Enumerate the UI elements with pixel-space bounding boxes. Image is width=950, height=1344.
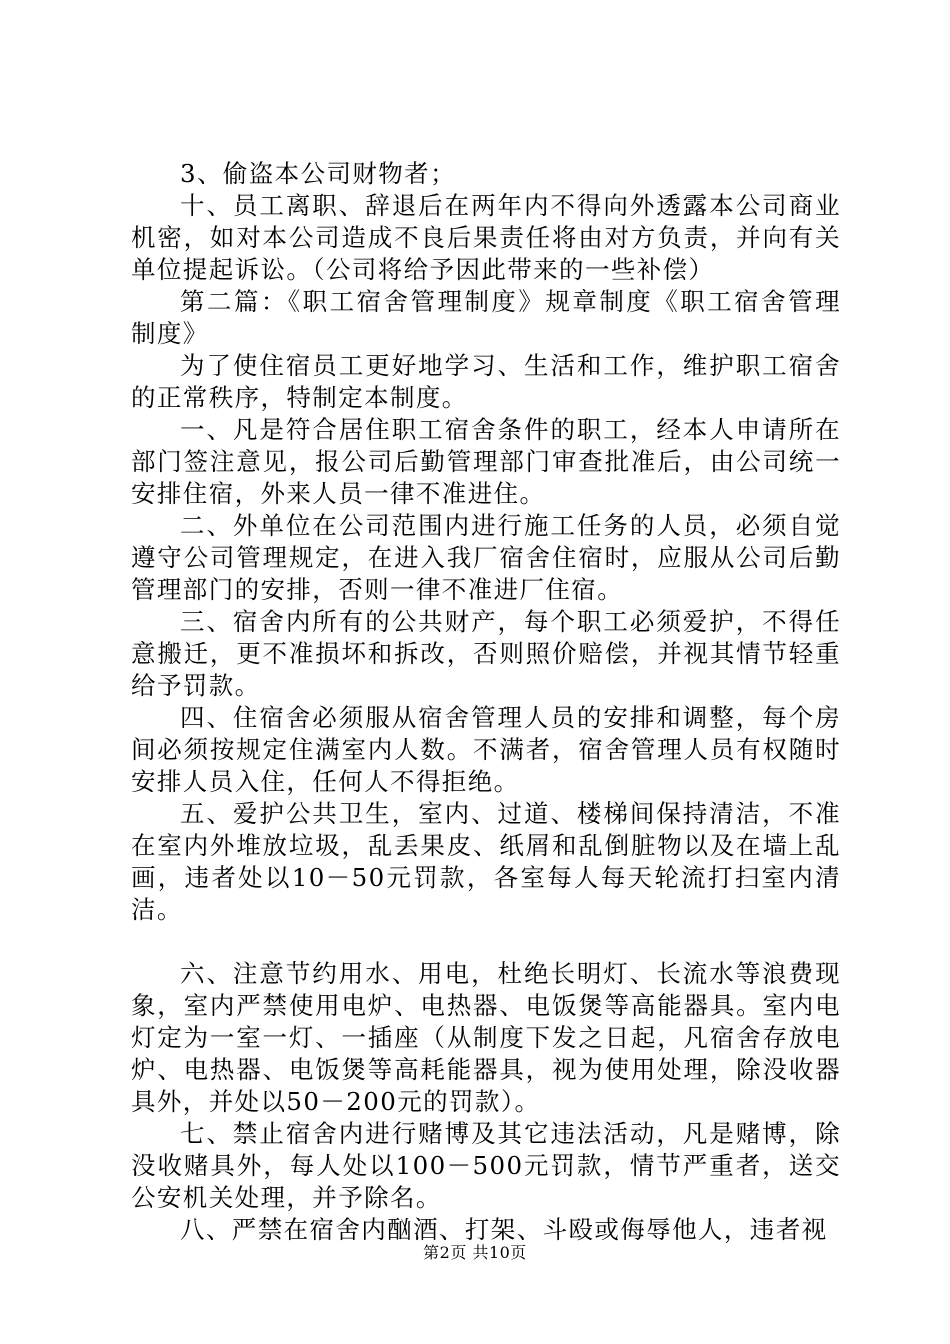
paragraph-clause-2: 二、外单位在公司范围内进行施工任务的人员，必须自觉遵守公司管理规定，在进入我厂宿舍住宿时，应服从公司后勤管理部门的安排，否则一律不准进厂住宿。	[131, 511, 841, 604]
document-body	[131, 158, 841, 1246]
paragraph-clause-4: 四、住宿舍必须服从宿舍管理人员的安排和调整，每个房间必须按规定住满室内人数。不满者，宿舍管理人员有权随时安排人员入住，任何人不得拒绝。	[131, 703, 841, 796]
paragraph-preamble: 为了使住宿员工更好地学习、生活和工作，维护职工宿舍的正常秩序，特制定本制度。	[131, 351, 841, 412]
paragraph-clause-5: 五、爱护公共卫生，室内、过道、楼梯间保持清洁，不准在室内外堆放垃圾，乱丢果皮、纸屑和乱倒脏物以及在墙上乱画，违者处以10－50元罚款，各室每人每天轮流打扫室内清洁。	[131, 799, 841, 924]
paragraph-clause-1: 一、凡是符合居住职工宿舍条件的职工，经本人申请所在部门签注意见，报公司后勤管理部门审查批准后，由公司统一安排住宿，外来人员一律不准进住。	[131, 415, 841, 508]
paragraph-clause-10-confidentiality: 十、员工离职、辞退后在两年内不得向外透露本公司商业机密，如对本公司造成不良后果责任将由对方负责，并向有关单位提起诉讼。（公司将给予因此带来的一些补偿）	[131, 191, 841, 284]
paragraph-clause-3: 三、宿舍内所有的公共财产，每个职工必须爱护，不得任意搬迁，更不准损坏和拆改，否则照价赔偿，并视其情节轻重给予罚款。	[131, 607, 841, 700]
page-number-footer: 第2页 共10页	[423, 1243, 527, 1262]
paragraph-clause-8: 八、严禁在宿舍内酗酒、打架、斗殴或侮辱他人，违者视	[180, 1215, 828, 1244]
paragraph-item-3-theft: 3、偷盗本公司财物者；	[180, 159, 456, 188]
paragraph-clause-6: 六、注意节约用水、用电，杜绝长明灯、长流水等浪费现象，室内严禁使用电炉、电热器、电饭煲等高能器具。室内电灯定为一室一灯、一插座（从制度下发之日起，凡宿舍存放电炉、电热器、电饭煲等高耗能器具，视为使用处理，除没收器具外，并处以50－200元的罚款）。	[131, 959, 841, 1116]
section-heading-dormitory-rules: 第二篇：《职工宿舍管理制度》规章制度《职工宿舍管理制度》	[131, 287, 841, 348]
paragraph-clause-7: 七、禁止宿舍内进行赌博及其它违法活动，凡是赌博，除没收赌具外，每人处以100－500元罚款，情节严重者，送交公安机关处理，并予除名。	[131, 1119, 841, 1212]
